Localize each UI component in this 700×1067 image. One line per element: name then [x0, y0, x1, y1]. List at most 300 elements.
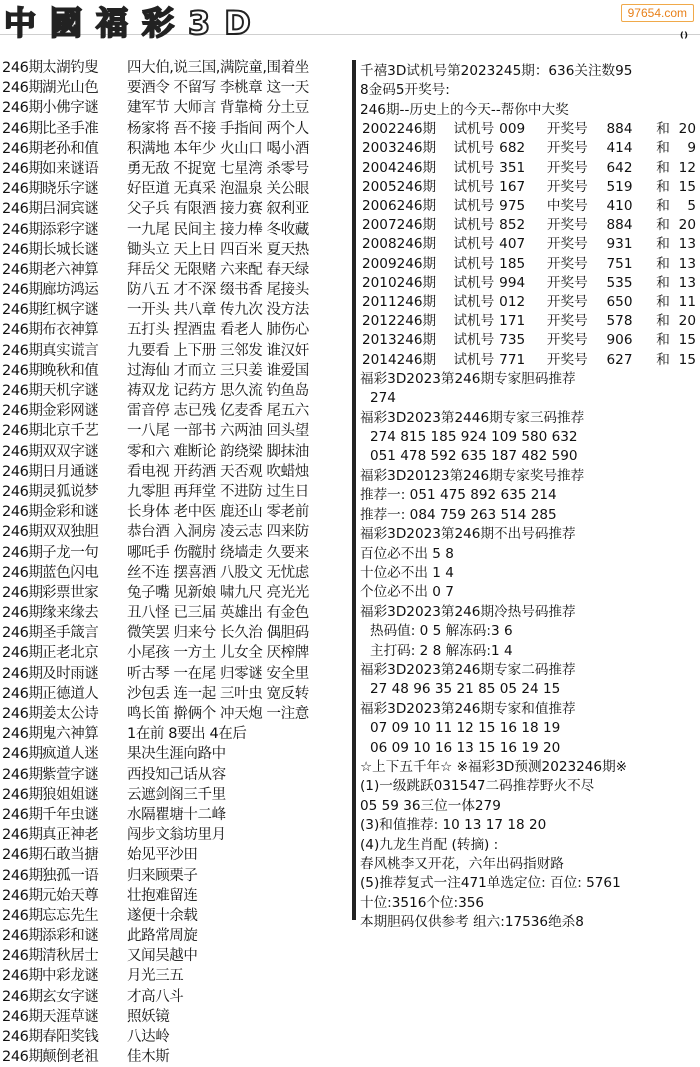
riddle-issue: 246期: [2, 282, 43, 299]
riddle-clue: 建军节 大师言 背靠椅 分土豆: [127, 100, 309, 117]
history-test: 975: [499, 198, 526, 215]
history-row: [360, 312, 696, 331]
history-draw-label: 开奖号: [546, 274, 588, 291]
riddle-row: [2, 563, 352, 583]
riddle-name: 小佛字谜: [42, 100, 99, 117]
riddle-clue: 始见平沙田: [127, 847, 198, 864]
riddle-row: [2, 421, 352, 441]
history-draw: 519: [606, 178, 633, 195]
riddle-clue: 雷音停 志已残 亿麦香 尾五六: [127, 403, 309, 420]
riddle-name: 比圣手准: [42, 120, 99, 137]
riddle-clue: 好臣道 无真采 泡温泉 关公眼: [127, 181, 309, 198]
riddle-name: 晓乐字谜: [42, 181, 99, 198]
riddle-row: [2, 543, 352, 563]
riddle-name: 圣手箴言: [42, 625, 99, 642]
history-test-label: 试机号: [453, 121, 495, 138]
riddle-clue: 才高八斗: [127, 988, 184, 1005]
riddle-row: [2, 724, 352, 744]
riddle-clue: 要酒令 不留写 李桃章 这一天: [127, 80, 309, 97]
riddle-name: 紫萱字谜: [42, 766, 99, 783]
history-test-label: 试机号: [453, 294, 495, 311]
riddle-name: 元始天尊: [42, 887, 99, 904]
riddle-clue: 壮抱难留连: [127, 887, 198, 904]
history-sum-label: 和: [656, 294, 670, 311]
history-test: 012: [499, 294, 526, 311]
history-title: 246期--历史上的今天--帮你中大奖: [360, 101, 569, 118]
history-draw: 410: [606, 198, 633, 215]
riddle-name: 中彩龙谜: [42, 968, 99, 985]
history-issue: 2014246期: [362, 351, 437, 368]
jiang-line-2: 推荐一: 084 759 263 514 285: [360, 506, 557, 523]
history-test-label: 试机号: [453, 217, 495, 234]
riddle-clue: 零和六 难断论 韵绕梁 脚抹油: [127, 443, 309, 460]
history-test: 771: [499, 351, 526, 368]
riddle-row: [2, 1007, 352, 1027]
lengre-line-2: 主打码: 2 8 解冻码:1 4: [370, 642, 513, 659]
history-row: [360, 159, 696, 178]
history-sum: 12: [678, 159, 696, 176]
riddle-row: [2, 522, 352, 542]
history-sum-label: 和: [656, 140, 670, 157]
history-sum-label: 和: [656, 351, 670, 368]
riddle-clue: 防八五 才不深 缀书香 尾接头: [127, 282, 309, 299]
riddle-clue: 祷双龙 记药方 思久流 钓鱼岛: [127, 383, 309, 399]
riddle-row: [2, 684, 352, 704]
riddle-issue: 246期: [2, 544, 43, 561]
riddle-name: 姜太公诗: [42, 706, 99, 722]
history-draw-label: 开奖号: [546, 313, 588, 330]
riddle-clue: 小尾孩 一方土 儿女全 厌榨牌: [127, 645, 309, 662]
history-draw: 884: [606, 217, 633, 234]
hezhi-line-1: 07 09 10 11 12 15 16 18 19: [370, 720, 561, 737]
riddle-row: [2, 361, 352, 381]
riddle-issue: 246期: [2, 584, 43, 601]
brand-logo: 中國福彩3D: [4, 4, 265, 42]
riddle-row: [2, 704, 352, 724]
history-test-label: 试机号: [453, 140, 495, 157]
riddle-row: [2, 906, 352, 926]
riddle-row: [2, 845, 352, 865]
riddle-issue: 246期: [2, 806, 43, 823]
riddle-name: 及时雨谜: [42, 665, 99, 682]
lengre-title: 福彩3D2023第246期冷热号码推荐: [360, 603, 576, 620]
riddle-issue: 246期: [2, 847, 43, 864]
history-draw-label: 开奖号: [546, 178, 588, 195]
history-issue: 2004246期: [362, 159, 437, 176]
riddle-name: 玄女字谜: [42, 988, 99, 1005]
riddle-issue: 246期: [2, 201, 43, 218]
riddle-name: 双双字谜: [42, 443, 99, 460]
riddle-row: [2, 1027, 352, 1047]
history-draw: 535: [606, 274, 633, 291]
riddle-clue: 父子兵 有限酒 接力赛 叙利亚: [127, 201, 309, 218]
history-sum-label: 和: [656, 178, 670, 195]
riddle-row: [2, 58, 352, 78]
riddle-name: 颠倒老祖: [42, 1049, 99, 1066]
history-sum: 20: [678, 313, 696, 330]
riddle-name: 蓝色闪电: [42, 564, 99, 581]
history-sum: 15: [678, 178, 696, 195]
history-draw-label: 开奖号: [546, 351, 588, 368]
riddle-row: [2, 966, 352, 986]
riddle-row: [2, 805, 352, 825]
riddle-row: [2, 1047, 352, 1067]
riddle-row: [2, 139, 352, 159]
riddle-issue: 246期: [2, 423, 43, 440]
riddle-name: 北京千艺: [42, 423, 99, 440]
history-draw: 642: [606, 159, 633, 176]
riddle-row: [2, 765, 352, 785]
history-issue: 2003246期: [362, 140, 437, 157]
riddle-issue: 246期: [2, 80, 43, 97]
riddle-issue: 246期: [2, 887, 43, 904]
riddle-name: 老孙和值: [42, 140, 99, 157]
riddle-row: [2, 866, 352, 886]
history-sum-label: 和: [656, 217, 670, 234]
history-row: [360, 255, 696, 274]
history-issue: 2012246期: [362, 313, 437, 330]
riddle-clue: 八达岭: [127, 1029, 170, 1045]
riddle-row: [2, 926, 352, 946]
riddle-clue: 一八尾 一部书 六两油 回头望: [127, 423, 309, 440]
riddle-row: [2, 825, 352, 845]
riddle-issue: 246期: [2, 241, 43, 258]
riddle-name: 忘忘先生: [42, 907, 99, 924]
riddle-row: [2, 280, 352, 300]
riddle-clue: 一九尾 民间主 接力棒 冬收藏: [127, 221, 309, 238]
riddle-name: 正老北京: [42, 645, 99, 662]
riddle-clue: 丑八怪 已三届 英雄出 有金色: [127, 605, 309, 622]
riddle-issue: 246期: [2, 261, 43, 278]
history-row: [360, 331, 696, 350]
riddle-clue: 杨家将 吾不接 手指间 两个人: [127, 120, 309, 137]
riddle-issue: 246期: [2, 625, 43, 642]
riddle-issue: 246期: [2, 403, 43, 420]
riddle-name: 千年虫谜: [42, 806, 99, 823]
buchu-line-3: 个位必不出 0 7: [360, 584, 454, 601]
lengre-line-1: 热码值: 0 5 解冻码:3 6: [370, 623, 513, 640]
riddle-row: [2, 159, 352, 179]
riddle-clue: 闯步文翁坊里月: [127, 827, 226, 844]
riddle-list: [2, 58, 352, 1066]
history-sum: 11: [678, 294, 696, 311]
history-row: [360, 197, 696, 216]
riddle-issue: 246期: [2, 383, 43, 399]
corner-mark: ⁽⁾: [679, 30, 688, 46]
riddle-name: 灵狐说梦: [42, 483, 99, 500]
riddle-issue: 246期: [2, 766, 43, 783]
history-test-label: 试机号: [453, 236, 495, 253]
riddle-row: [2, 623, 352, 643]
history-draw: 627: [606, 351, 633, 368]
forecast-title: ☆上下五千年☆ ※福彩3D预测2023246期※: [360, 758, 628, 775]
site-watermark[interactable]: 97654.com: [621, 4, 694, 22]
riddle-row: [2, 119, 352, 139]
history-test: 351: [499, 159, 526, 176]
history-sum-label: 和: [656, 274, 670, 291]
riddle-clue: 佳木斯: [127, 1049, 170, 1066]
riddle-name: 廊坊鸿运: [42, 282, 99, 299]
riddle-name: 添彩和谜: [42, 928, 99, 945]
riddle-clue: 微笑罢 归来兮 长久治 偶胆码: [127, 625, 309, 642]
riddle-issue: 246期: [2, 1049, 43, 1066]
history-issue: 2007246期: [362, 217, 437, 234]
riddle-row: [2, 320, 352, 340]
riddle-issue: 246期: [2, 181, 43, 198]
riddle-row: [2, 886, 352, 906]
forecast-item-5: 春风桃李又开花，六年出码指财路: [360, 856, 564, 873]
history-sum-label: 和: [656, 198, 670, 215]
history-sum-label: 和: [656, 236, 670, 253]
riddle-clue: 四大伯,说三国,满院童,围着坐: [127, 60, 309, 76]
riddle-issue: 246期: [2, 726, 43, 743]
riddle-clue: 长身体 老中医 鹿还山 零老前: [127, 504, 309, 521]
history-sum: 15: [678, 351, 696, 368]
forecast-item-6: (5)推荐复式一注471单选定位: 百位: 5761: [360, 875, 621, 892]
history-row: [360, 216, 696, 235]
riddle-row: [2, 300, 352, 320]
history-test-label: 试机号: [453, 274, 495, 291]
history-draw: 414: [606, 140, 633, 157]
history-sum: 9: [687, 140, 696, 157]
riddle-row: [2, 987, 352, 1007]
riddle-name: 狼姐姐谜: [42, 786, 99, 803]
riddle-row: [2, 179, 352, 199]
riddle-clue: 沙包丢 连一起 三叶虫 宽反转: [127, 685, 309, 702]
history-draw-label: 开奖号: [546, 294, 588, 311]
sanma-line-1: 274 815 185 924 109 580 632: [370, 429, 578, 446]
riddle-issue: 246期: [2, 605, 43, 622]
history-test: 167: [499, 178, 526, 195]
riddle-name: 布衣神算: [42, 322, 99, 339]
history-row: [360, 351, 696, 370]
intro-line-2: 8金码5开奖号:: [360, 82, 450, 99]
history-sum-label: 和: [656, 313, 670, 330]
erma-line: 27 48 96 35 21 85 05 24 15: [370, 681, 561, 698]
hezhi-line-2: 06 09 10 16 13 15 16 19 20: [370, 739, 561, 756]
history-table: [360, 120, 696, 370]
riddle-clue: 过海仙 才而立 三只姜 谁爱国: [127, 362, 309, 379]
history-draw-label: 开奖号: [546, 121, 588, 138]
history-test: 735: [499, 332, 526, 349]
riddle-issue: 246期: [2, 160, 43, 177]
riddle-row: [2, 603, 352, 623]
buchu-title: 福彩3D2023第246期不出号码推荐: [360, 526, 576, 543]
history-draw: 650: [606, 294, 633, 311]
riddle-issue: 246期: [2, 827, 43, 844]
riddle-issue: 246期: [2, 60, 43, 76]
footer-note: 本期胆码仅供参考 组六:17536绝杀8: [360, 914, 584, 931]
history-issue: 2008246期: [362, 236, 437, 253]
riddle-name: 吕洞宾谜: [42, 201, 99, 218]
history-test: 852: [499, 217, 526, 234]
riddle-issue: 246期: [2, 342, 43, 359]
history-test-label: 试机号: [453, 255, 495, 272]
riddle-name: 疯道人迷: [42, 746, 99, 763]
riddle-clue: 云遮剑阁三千里: [127, 786, 226, 803]
riddle-issue: 246期: [2, 665, 43, 682]
erma-title: 福彩3D2023第246期专家二码推荐: [360, 661, 576, 678]
history-draw: 751: [606, 255, 633, 272]
history-sum-label: 和: [656, 255, 670, 272]
history-sum: 13: [678, 236, 696, 253]
riddle-clue: 一开头 共八章 传九次 没方法: [127, 302, 309, 319]
sanma-title: 福彩3D2023第2446期专家三码推荐: [360, 409, 585, 426]
riddle-issue: 246期: [2, 322, 43, 339]
history-issue: 2011246期: [362, 294, 437, 311]
riddle-row: [2, 664, 352, 684]
riddle-name: 金彩和谜: [42, 504, 99, 521]
riddle-name: 彩票世家: [42, 584, 99, 601]
riddle-row: [2, 98, 352, 118]
riddle-clue: 九要看 上下册 三邻发 谁汉奸: [127, 342, 309, 359]
riddle-clue: 丝不连 摆喜酒 八股文 无忧虑: [127, 564, 309, 581]
riddle-name: 太湖钓叟: [42, 60, 99, 76]
forecast-item-4: (4)九龙生肖配 (转摘) :: [360, 836, 499, 853]
jiang-title: 福彩3D20123第246期专家奖号推荐: [360, 467, 585, 484]
history-row: [360, 274, 696, 293]
riddle-row: [2, 401, 352, 421]
riddle-name: 如来谜语: [42, 160, 99, 177]
riddle-name: 清秋居士: [42, 948, 99, 965]
riddle-issue: 246期: [2, 221, 43, 238]
riddle-clue: 锄头立 天上日 四百米 夏天热: [127, 241, 309, 258]
riddle-issue: 246期: [2, 928, 43, 945]
riddle-row: [2, 462, 352, 482]
riddle-issue: 246期: [2, 524, 43, 541]
riddle-clue: 水隔瞿塘十二峰: [127, 806, 226, 823]
forecast-item-1: (1)一级跳跃031547二码推荐野火不尽: [360, 778, 595, 795]
riddle-name: 日月通谜: [42, 463, 99, 480]
history-sum-label: 和: [656, 332, 670, 349]
column-divider: [352, 60, 356, 920]
history-test: 185: [499, 255, 526, 272]
history-test-label: 试机号: [453, 159, 495, 176]
riddle-clue: 恭台酒 入洞房 凌云志 四来防: [127, 524, 309, 541]
riddle-issue: 246期: [2, 706, 43, 722]
riddle-issue: 246期: [2, 746, 43, 763]
riddle-name: 晚秋和值: [42, 362, 99, 379]
riddle-clue: 勇无敌 不捉宽 七星湾 杀零号: [127, 160, 309, 177]
riddle-issue: 246期: [2, 988, 43, 1005]
history-test: 682: [499, 140, 526, 157]
riddle-clue: 五打头 捏酒盅 看老人 肺伤心: [127, 322, 309, 339]
riddle-clue: 照妖镜: [127, 1008, 170, 1025]
history-test-label: 试机号: [453, 332, 495, 349]
riddle-issue: 246期: [2, 968, 43, 985]
history-sum-label: 和: [656, 121, 670, 138]
riddle-row: [2, 199, 352, 219]
riddle-clue: 鸣长笛 擀俩个 冲天炮 一注意: [127, 706, 309, 722]
riddle-clue: 果决生涯向路中: [127, 746, 226, 763]
history-sum: 13: [678, 274, 696, 291]
riddle-row: [2, 220, 352, 240]
riddle-name: 湖光山色: [42, 80, 99, 97]
riddle-clue: 积满地 本年少 火山口 喝小酒: [127, 140, 309, 157]
history-row: [360, 235, 696, 254]
riddle-clue: 九零胆 再拜堂 不进防 过生日: [127, 483, 309, 500]
riddle-clue: 1在前 8要出 4在后: [127, 726, 247, 743]
sanma-line-2: 051 478 592 635 187 482 590: [370, 448, 578, 465]
history-issue: 2005246期: [362, 178, 437, 195]
riddle-row: [2, 946, 352, 966]
history-test: 009: [499, 121, 526, 138]
riddle-clue: 看电视 开药酒 天否观 吹蜡烛: [127, 463, 309, 480]
riddle-issue: 246期: [2, 504, 43, 521]
history-test-label: 试机号: [453, 178, 495, 195]
riddle-issue: 246期: [2, 564, 43, 581]
riddle-row: [2, 744, 352, 764]
history-row: [360, 139, 696, 158]
riddle-issue: 246期: [2, 140, 43, 157]
riddle-name: 老六神算: [42, 261, 99, 278]
buchu-line-1: 百位必不出 5 8: [360, 545, 454, 562]
history-issue: 2002246期: [362, 121, 437, 138]
riddle-issue: 246期: [2, 867, 43, 884]
riddle-name: 鬼六神算: [42, 726, 99, 743]
history-sum: 15: [678, 332, 696, 349]
riddle-name: 石敢当搪: [42, 847, 99, 864]
history-draw-label: 中奖号: [546, 198, 588, 215]
riddle-clue: 又闻吴越中: [127, 948, 198, 965]
riddle-clue: 西投知己话从容: [127, 766, 226, 783]
history-sum: 13: [678, 255, 696, 272]
riddle-clue: 此路常周旋: [127, 928, 198, 945]
history-draw-label: 开奖号: [546, 236, 588, 253]
riddle-issue: 246期: [2, 907, 43, 924]
dan-title: 福彩3D2023第246期专家胆码推荐: [360, 370, 576, 387]
history-row: [360, 178, 696, 197]
riddle-clue: 兔子嘴 见新娘 啸九尺 亮光光: [127, 584, 309, 601]
history-draw: 578: [606, 313, 633, 330]
riddle-name: 双双独胆: [42, 524, 99, 541]
riddle-row: [2, 78, 352, 98]
history-sum: 20: [678, 217, 696, 234]
riddle-issue: 246期: [2, 948, 43, 965]
riddle-issue: 246期: [2, 1029, 43, 1045]
header-banner: [0, 0, 700, 42]
history-issue: 2009246期: [362, 255, 437, 272]
riddle-issue: 246期: [2, 483, 43, 500]
prediction-panel: [360, 62, 696, 962]
riddle-row: [2, 583, 352, 603]
history-sum: 5: [687, 198, 696, 215]
history-test-label: 试机号: [453, 351, 495, 368]
riddle-issue: 246期: [2, 100, 43, 117]
riddle-clue: 听古琴 一在尾 归零谜 安全里: [127, 665, 309, 682]
riddle-issue: 246期: [2, 443, 43, 460]
riddle-name: 真正神老: [42, 827, 99, 844]
dan-value: 274: [370, 390, 396, 407]
riddle-row: [2, 442, 352, 462]
riddle-name: 天机字谜: [42, 383, 99, 399]
riddle-issue: 246期: [2, 362, 43, 379]
riddle-name: 长城长谜: [42, 241, 99, 258]
riddle-issue: 246期: [2, 645, 43, 662]
history-test: 171: [499, 313, 526, 330]
history-draw-label: 开奖号: [546, 140, 588, 157]
riddle-name: 正德道人: [42, 685, 99, 702]
history-draw-label: 开奖号: [546, 217, 588, 234]
riddle-clue: 归来顾栗子: [127, 867, 198, 884]
riddle-clue: 遂便十余载: [127, 907, 198, 924]
hezhi-title: 福彩3D2023第246期专家和值推荐: [360, 700, 576, 717]
history-issue: 2013246期: [362, 332, 437, 349]
history-test-label: 试机号: [453, 313, 495, 330]
riddle-clue: 月光三五: [127, 968, 184, 985]
riddle-name: 子龙一句: [42, 544, 99, 561]
history-row: [360, 293, 696, 312]
